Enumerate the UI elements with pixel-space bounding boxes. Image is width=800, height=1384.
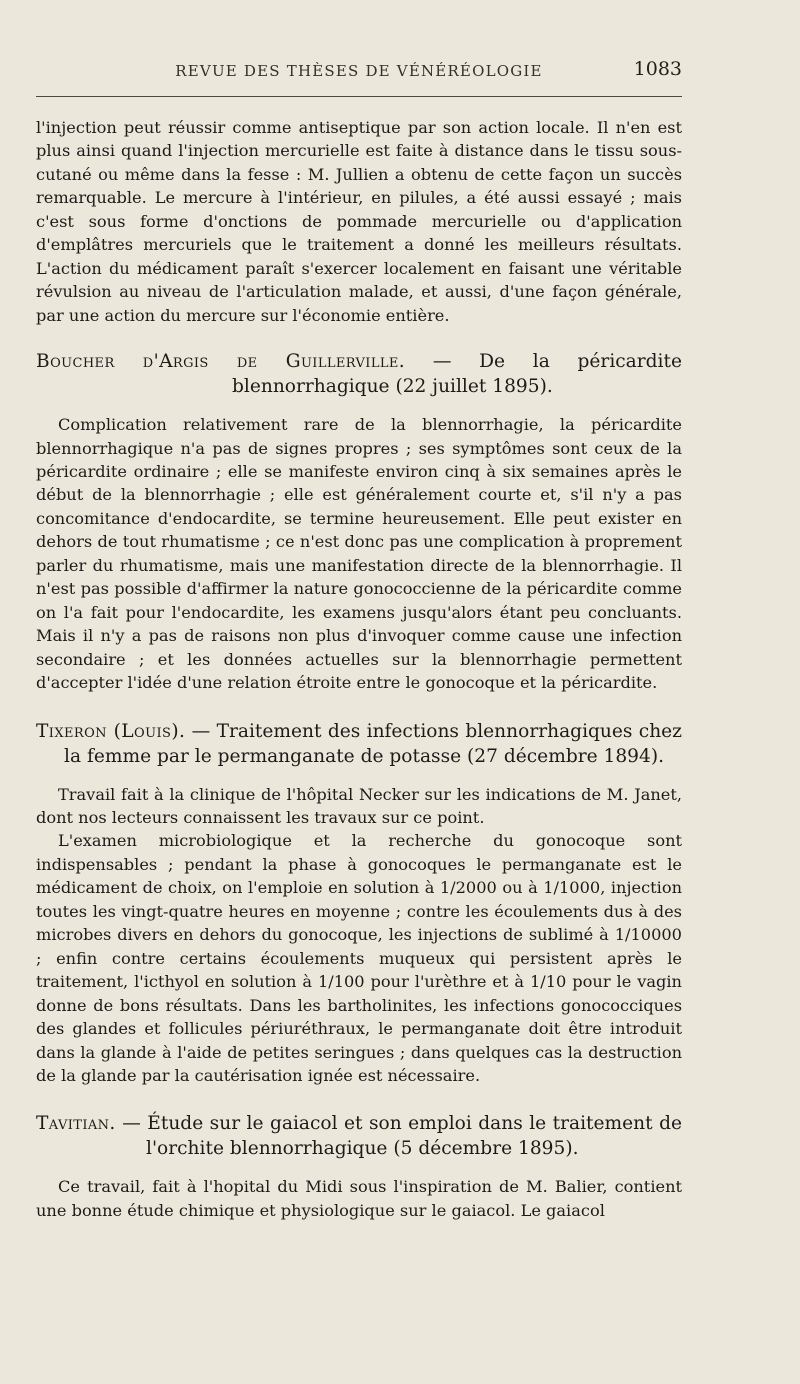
entry-paragraph: L'examen microbiologique et la recherche du gonocoque sont indispensables ; pendant la phase à gonocoques le permanganate est le médicament de choix, on l'emploie en solution à 1/2000 ou à 1/1000, injection toutes les vingt-quatre heures en moyenne ; contre les écoulements dus à des microbes divers en dehors du gonocoque, les injections de sublimé à 1/10000 ; enfin contre certains écoulements muqueux qui persistent après le traitement, l'icthyol en solution à 1/100 pour l'urèthre et à 1/10 pour le vagin donne de bons résultats. Dans les bartholinites, les infections gonococciques des glandes et follicules périuréthraux, le permanganate doit être introduit dans la glande à l'aide de petites seringues ; dans quelques cas la destruction de la glande par la cautérisation ignée est nécessaire.	[36, 831, 682, 1085]
entry-heading	[36, 719, 682, 769]
entry-paragraph: Complication relativement rare de la blennorrhagie, la péricardite blennorrhagique n'a pas de signes propres ; ses symptômes sont ceux de la péricardite ordinaire ; elle se manifeste environ cinq à six semaines après le début de la blennorrhagie ; elle est généralement courte et, s'il n'y a pas concomitance d'endocardite, se termine heureusement. Elle peut exister en dehors de tout rhumatisme ; ce n'est donc pas une complication à proprement parler du rhumatisme, mais une manifestation directe de la blennorrhagie. Il n'est pas possible d'affirmer la nature gonococcienne de la péricardite comme on l'a fait pour l'endocardite, les examens jusqu'alors étant peu concluants. Mais il n'y a pas de raisons non plus d'invoquer comme cause une infection secondaire ; et les données actuelles sur la blennorrhagie permettent d'accepter l'idée d'une relation étroite entre le gonocoque et la péricardite.	[36, 415, 682, 693]
continued-paragraph: l'injection peut réussir comme antiseptique par son action locale. Il n'en est plus ainsi quand l'injection mercurielle est faite à distance dans le tissu sous-cutané ou même dans la fesse : M. Jullien a obtenu de cette façon un succès remarquable. Le mercure à l'intérieur, en pilules, a été aussi essayé ; mais c'est sous forme d'onctions de pommade mercurielle ou d'application d'emplâtres mercuriels que le traitement a donné les meilleurs résultats. L'action du médicament paraît s'exercer localement en faisant une véritable révulsion au niveau de l'articulation malade, et aussi, d'une façon générale, par une action du mercure sur l'économie entière.	[36, 118, 682, 325]
entry-author: Boucher d'Argis de Guillerville.	[36, 351, 406, 373]
entry-heading	[36, 1111, 682, 1161]
running-title: REVUE DES THÈSES DE VÉNÉRÉOLOGIE	[175, 62, 543, 80]
header-rule	[36, 96, 682, 97]
entry-title: — Étude sur le gaiacol et son emploi dans le traitement de l'orchite blennorrhagique (5 décembre 1895).	[115, 1113, 682, 1160]
entry-author: Tixeron (Louis).	[36, 720, 186, 742]
page-number: 1083	[633, 58, 682, 80]
page-body	[36, 116, 682, 1222]
entry-title: — Traitement des infections blennorrhagiques chez la femme par le permanganate de potasse (27 décembre 1894).	[64, 720, 682, 767]
entry-author: Tavitian.	[36, 1113, 116, 1135]
page-header	[36, 58, 682, 86]
entry-title: — De la péricardite blennorrhagique (22 juillet 1895).	[232, 351, 682, 398]
entry-paragraph: Travail fait à la clinique de l'hôpital Necker sur les indications de M. Janet, dont nos lecteurs connaissent les travaux sur ce point.	[36, 784, 682, 827]
entry-paragraph: Ce travail, fait à l'hopital du Midi sous l'inspiration de M. Balier, contient une bonne étude chimique et physiologique sur le gaiacol. Le gaiacol	[36, 1177, 682, 1220]
entry-heading	[36, 349, 682, 399]
